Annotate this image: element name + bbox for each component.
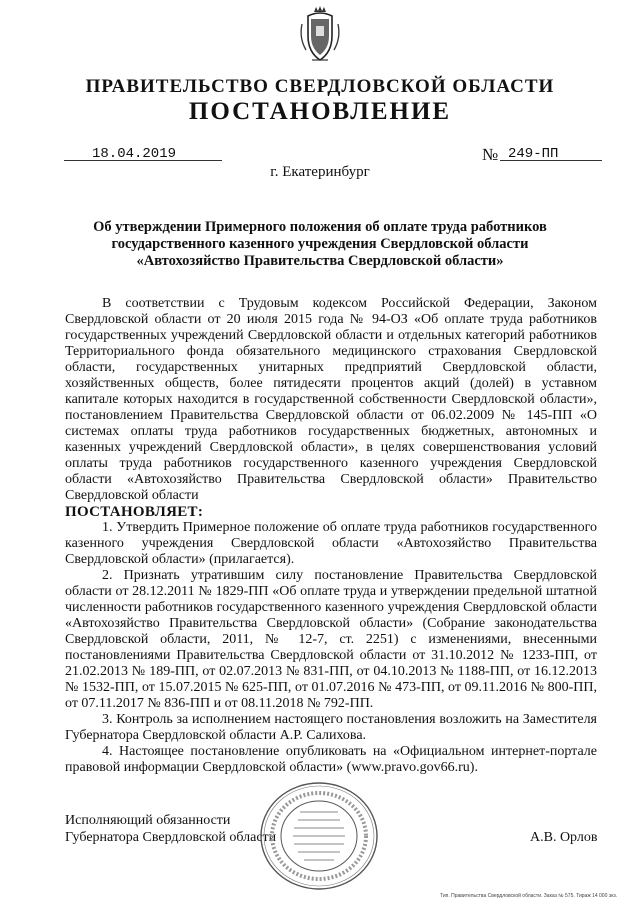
document-type: ПОСТАНОВЛЕНИЕ xyxy=(188,98,452,125)
print-info: Тип. Правительства Свердловской области. Заказ № 575. Тираж 14 000 экз. xyxy=(440,893,618,899)
item-2: 2. Признать утратившим силу постановление Правительства Свердловской области от 28.12.2011 № 1829-ПП «Об оплате труда и утверждении предельной штатной численности работников государственного казенного учреждения Свердловской области «Автохозяйство Правительства Свердловской области» (Собрание законодательства Свердловской области, 2011, № 12-7, ст. 2251) с изменениями, внесенными постановлениями Правительства Свердловской области от 31.10.2012 № 1233-ПП, от 21.02.2013 № 189-ПП, от 02.07.2013 № 831-ПП, от 04.10.2013 № 1188-ПП, от 16.12.2013 № 1532-ПП, от 15.07.2015 № 625-ПП, от 01.07.2016 № 473-ПП, от 09.11.2016 № 800-ПП, от 07.11.2017 № 836-ПП и от 08.11.2018 № 792-ПП. xyxy=(65,568,597,711)
title-line: государственного казенного учреждения Свердловской области xyxy=(111,236,529,252)
coat-of-arms-icon xyxy=(298,6,342,64)
item-1: 1. Утвердить Примерное положение об оплате труда работников государственного казенного учреждения Свердловской области «Автохозяйство Правительства Свердловской области» (прилагается). xyxy=(65,520,597,567)
government-name: ПРАВИТЕЛЬСТВО СВЕРДЛОВСКОЙ ОБЛАСТИ xyxy=(85,76,555,97)
official-seal-icon xyxy=(258,780,380,892)
signer-position-line1: Исполняющий обязанности xyxy=(65,813,231,828)
item-3: 3. Контроль за исполнением настоящего постановления возложить на Заместителя Губернатора Свердловской области А.Р. Салихова. xyxy=(65,712,597,743)
preamble: В соответствии с Трудовым кодексом Российской Федерации, Законом Свердловской области от 20 июля 2015 года № 94-ОЗ «Об оплате труда работников государственных учреждений Свердловской области и отдельных категорий работников Территориального фонда обязательного медицинского страхования Свердловской области, государственных унитарных предприятий Свердловской области, хозяйственных обществ, более пятидесяти процентов акций (долей) в уставном капитале которых находится в государственной собственности Свердловской области», постановлением Правительства Свердловской области от 06.02.2009 № 145-ПП «О системах оплаты труда работников государственных бюджетных, автономных и казенных учреждений Свердловской области», в целях совершенствования условий оплаты труда работников государственного казенного учреждения Свердловской области «Автохозяйство Правительства Свердловской области» Правительство Свердловской области xyxy=(65,296,597,503)
resolves-heading: ПОСТАНОВЛЯЕТ: xyxy=(65,504,204,520)
number-sign: № xyxy=(482,145,499,164)
city: г. Екатеринбург xyxy=(270,164,370,180)
number-underline xyxy=(500,160,602,161)
signer-name: А.В. Орлов xyxy=(530,830,598,845)
title-line: «Автохозяйство Правительства Свердловской области» xyxy=(136,253,504,269)
signer-position-line2: Губернатора Свердловской области xyxy=(65,830,277,845)
document-date: 18.04.2019 xyxy=(92,146,177,162)
document-title xyxy=(60,219,580,270)
item-4: 4. Настоящее постановление опубликовать на «Официальном интернет-портале правовой информации Свердловской области» (www.pravo.gov66.ru). xyxy=(65,744,597,775)
document-number: 249-ПП xyxy=(508,146,559,162)
document-body xyxy=(65,296,597,776)
title-line: Об утверждении Примерного положения об оплате труда работников xyxy=(93,219,547,235)
date-underline xyxy=(64,160,222,161)
